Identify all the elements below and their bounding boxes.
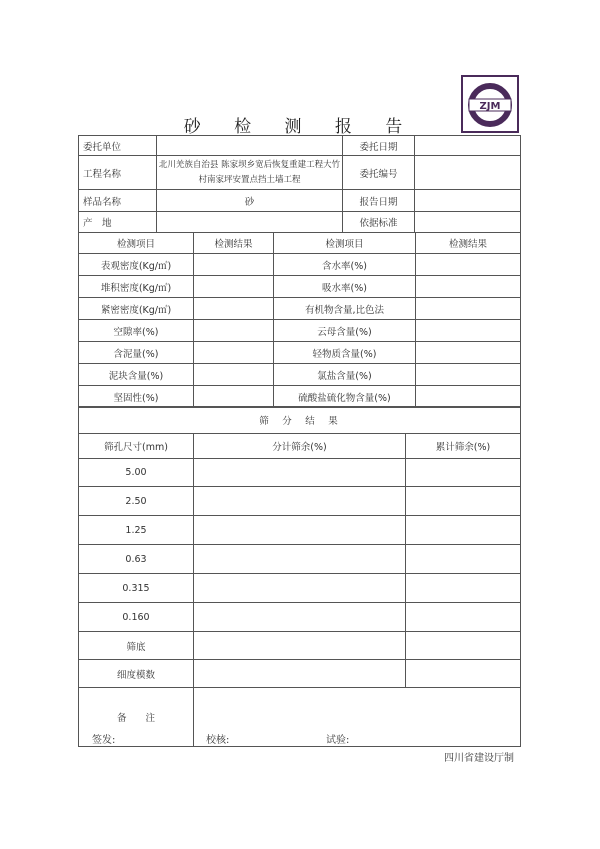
commission-no-label: 委托编号 [343, 156, 415, 190]
sieve-size: 细度模数 [79, 660, 194, 688]
report-date-label: 报告日期 [343, 190, 415, 212]
sieve-cumulative-cell[interactable] [406, 487, 521, 516]
test-label-left: 空隙率(%) [79, 320, 194, 342]
sieve-cumulative-cell[interactable] [406, 516, 521, 545]
commission-date-label: 委托日期 [343, 136, 415, 156]
info-table [78, 135, 521, 233]
origin-label: 产 地 [79, 212, 157, 233]
sieve-partial-cell[interactable] [194, 516, 406, 545]
test-label-right: 云母含量(%) [274, 320, 416, 342]
sieve-cumulative-cell[interactable] [406, 545, 521, 574]
client-value[interactable] [157, 136, 343, 156]
commission-date-value[interactable] [415, 136, 521, 156]
test-label-left: 含泥量(%) [79, 342, 194, 364]
test-result-cell[interactable] [194, 364, 274, 386]
tests-header-item-2: 检测项目 [274, 233, 416, 254]
sample-label: 样品名称 [79, 190, 157, 212]
remarks-label: 备 注 [79, 688, 194, 747]
project-value[interactable]: 北川羌族自治县 陈家坝乡宽后恢复重建工程大竹村南家坪安置点挡土墙工程 [157, 156, 343, 190]
sieve-size: 5.00 [79, 459, 194, 487]
sieve-partial-cell[interactable] [194, 545, 406, 574]
test-result-cell[interactable] [416, 298, 521, 320]
test-result-cell[interactable] [194, 342, 274, 364]
client-label: 委托单位 [79, 136, 157, 156]
remarks-value[interactable] [194, 688, 521, 747]
sign-label: 签发: [92, 735, 116, 746]
test-label-left: 紧密密度(Kg/㎥) [79, 298, 194, 320]
test-label-right: 轻物质含量(%) [274, 342, 416, 364]
test-label-right: 硫酸盐硫化物含量(%) [274, 386, 416, 408]
check-label: 校核: [206, 735, 230, 746]
tests-header-result-2: 检测结果 [416, 233, 521, 254]
test-label-left: 表观密度(Kg/㎥) [79, 254, 194, 276]
sieve-cumulative-cell[interactable] [406, 459, 521, 487]
sieve-partial-cell[interactable] [194, 660, 406, 688]
sieve-partial-cell[interactable] [194, 574, 406, 603]
sieve-partial-cell[interactable] [194, 632, 406, 660]
sieve-cumulative-cell[interactable] [406, 660, 521, 688]
report-date-value[interactable] [415, 190, 521, 212]
test-label-left: 坚固性(%) [79, 386, 194, 408]
page-title: 砂 检 测 报 告 [183, 117, 417, 137]
test-result-cell[interactable] [194, 276, 274, 298]
test-label-right: 有机物含量,比色法 [274, 298, 416, 320]
sieve-cumulative-cell[interactable] [406, 603, 521, 632]
tests-table [78, 232, 521, 408]
test-label-right: 含水率(%) [274, 254, 416, 276]
sieve-section-title: 筛 分 结 果 [79, 407, 521, 434]
sieve-header-cumulative: 累计筛余(%) [406, 434, 521, 459]
commission-no-value[interactable] [415, 156, 521, 190]
sieve-table [78, 406, 521, 747]
sieve-cumulative-cell[interactable] [406, 632, 521, 660]
test-result-cell[interactable] [416, 364, 521, 386]
test-result-cell[interactable] [416, 342, 521, 364]
test-result-cell[interactable] [194, 320, 274, 342]
test-result-cell[interactable] [416, 320, 521, 342]
test-result-cell[interactable] [194, 386, 274, 408]
sieve-size: 0.63 [79, 545, 194, 574]
sieve-partial-cell[interactable] [194, 487, 406, 516]
sieve-cumulative-cell[interactable] [406, 574, 521, 603]
standard-label: 依据标准 [343, 212, 415, 233]
test-result-cell[interactable] [416, 276, 521, 298]
test-result-cell[interactable] [194, 254, 274, 276]
maker-label: 四川省建设厅制 [444, 753, 514, 764]
tests-header-result: 检测结果 [194, 233, 274, 254]
origin-value[interactable] [157, 212, 343, 233]
sieve-size: 0.160 [79, 603, 194, 632]
test-result-cell[interactable] [194, 298, 274, 320]
test-result-cell[interactable] [416, 386, 521, 408]
sieve-header-partial: 分计筛余(%) [194, 434, 406, 459]
test-label-right: 吸水率(%) [274, 276, 416, 298]
sieve-size: 2.50 [79, 487, 194, 516]
sieve-size: 1.25 [79, 516, 194, 545]
sieve-size: 筛底 [79, 632, 194, 660]
test-result-cell[interactable] [416, 254, 521, 276]
test-label: 试验: [326, 735, 350, 746]
test-label-right: 氯盐含量(%) [274, 364, 416, 386]
svg-text:ZJM: ZJM [479, 101, 501, 112]
sample-value[interactable]: 砂 [157, 190, 343, 212]
test-label-left: 堆积密度(Kg/㎥) [79, 276, 194, 298]
sieve-size: 0.315 [79, 574, 194, 603]
project-label: 工程名称 [79, 156, 157, 190]
sieve-partial-cell[interactable] [194, 459, 406, 487]
standard-value[interactable] [415, 212, 521, 233]
sieve-header-size: 筛孔尺寸(mm) [79, 434, 194, 459]
sieve-partial-cell[interactable] [194, 603, 406, 632]
tests-header-item: 检测项目 [79, 233, 194, 254]
test-label-left: 泥块含量(%) [79, 364, 194, 386]
